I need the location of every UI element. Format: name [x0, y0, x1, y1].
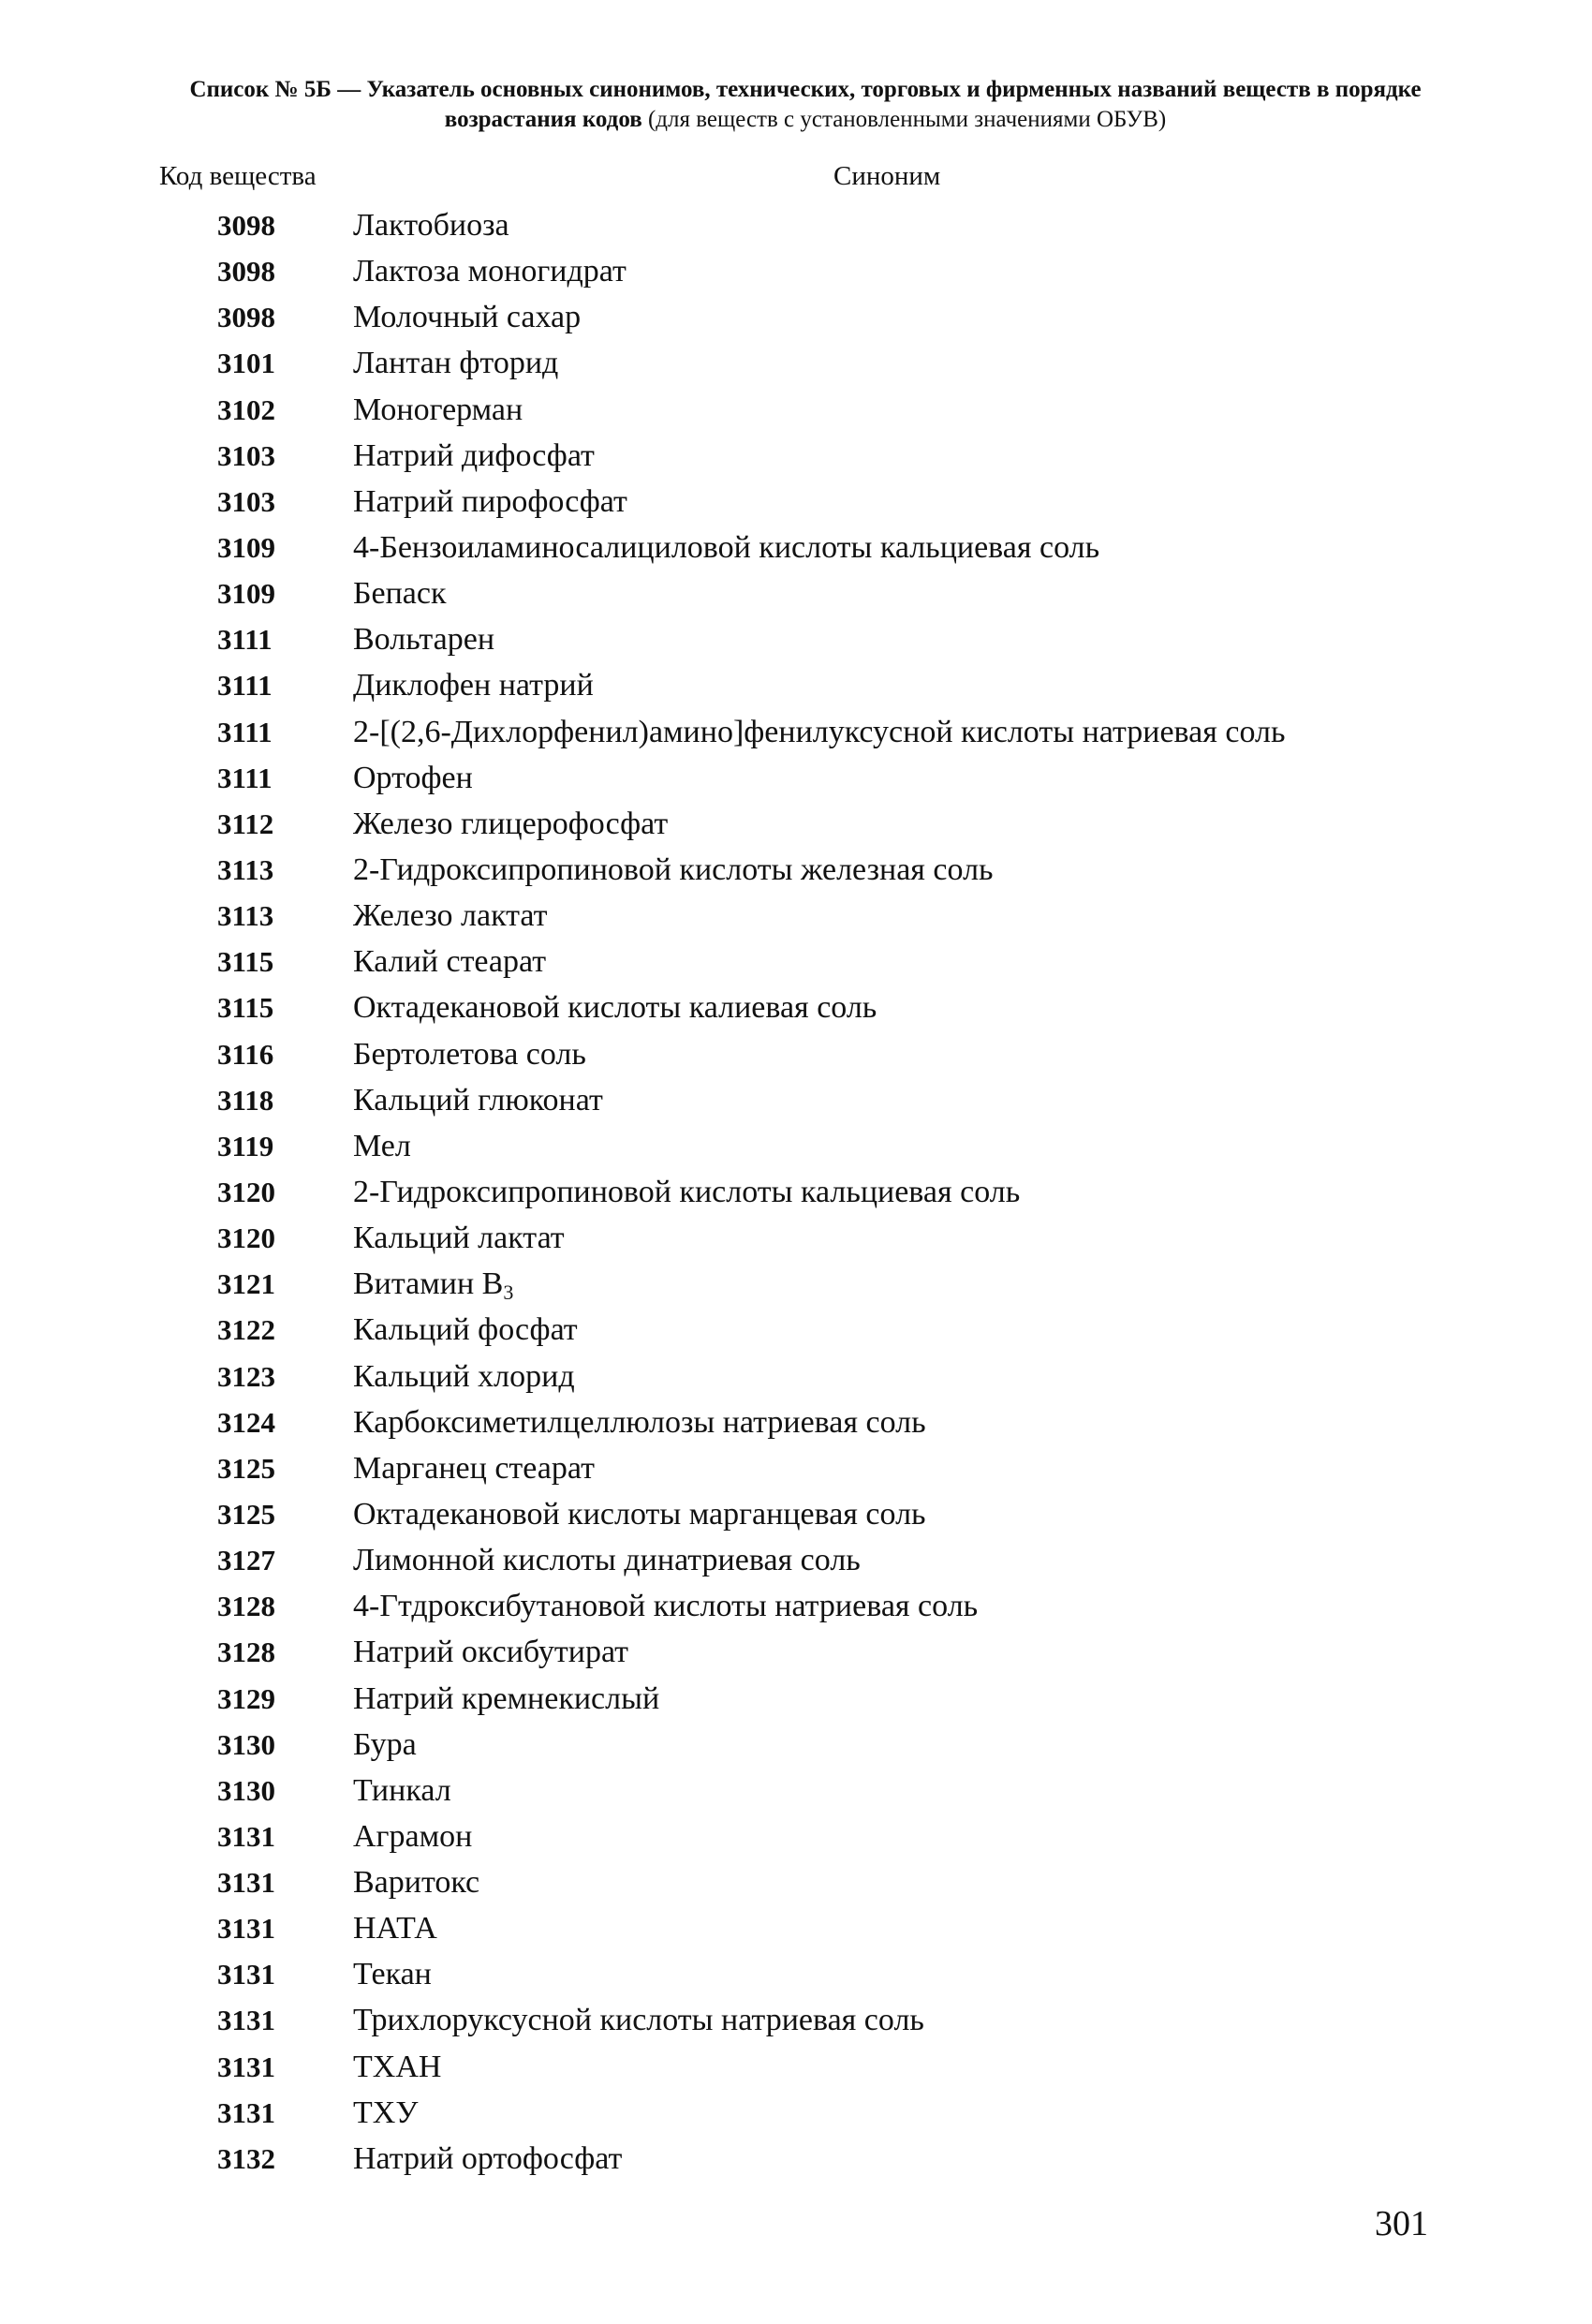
substance-synonym [353, 984, 877, 1030]
synonym-text: Октадекановой кислоты калиевая соль [353, 990, 877, 1026]
list-item [0, 248, 1592, 294]
synonym-text: Текан [353, 1957, 432, 1992]
substance-code: 3118 [217, 1083, 274, 1117]
substance-synonym [353, 1169, 1020, 1215]
synonym-text: Железо глицерофосфат [353, 806, 669, 841]
list-title-note: (для веществ с установленными значениями ОБУВ) [647, 107, 1167, 132]
substance-code: 3122 [217, 1313, 275, 1347]
substance-code: 3131 [217, 2050, 275, 2083]
synonym-text: ТХАН [353, 2049, 442, 2084]
synonym-text: Аграмон [353, 1818, 473, 1854]
synonym-text: Молочный сахар [353, 300, 582, 335]
synonym-text: Натрий пирофосфат [353, 483, 627, 519]
substance-synonym [353, 1629, 628, 1675]
synonym-text: Лантан фторид [353, 346, 559, 381]
substance-code: 3102 [217, 392, 275, 426]
synonym-text: Натрий дифосфат [353, 437, 595, 473]
synonym-text: 2-Гидроксипропиновой кислоты кальциевая соль [353, 1174, 1021, 1209]
substance-synonym [353, 202, 509, 248]
substance-code: 3098 [217, 209, 275, 242]
substance-synonym [353, 893, 548, 939]
list-item [0, 1629, 1592, 1675]
substance-code: 3130 [217, 1727, 275, 1761]
substance-code: 3103 [217, 484, 275, 518]
synonym-text: Кальций глюконат [353, 1082, 603, 1118]
list-item [0, 1169, 1592, 1215]
synonym-text: Ортофен [353, 760, 473, 795]
list-item [0, 984, 1592, 1030]
substance-synonym [353, 1905, 437, 1951]
list-item [0, 1859, 1592, 1905]
substance-synonym [353, 1813, 472, 1859]
substance-synonym [353, 1583, 978, 1629]
list-item [0, 1399, 1592, 1445]
substance-code: 3131 [217, 1912, 275, 1946]
substance-synonym [353, 1354, 575, 1399]
substance-synonym [353, 387, 523, 433]
synonym-text: НАТА [353, 1911, 437, 1947]
list-title-bold: Список № 5Б — Указатель основных синонимов, технических, торговых и фирменных названий веществ в порядке возрастания кодов [189, 77, 1422, 132]
synonym-text: Марганец стеарат [353, 1450, 595, 1486]
substance-synonym [353, 433, 595, 479]
synonym-text: Лактоза моногидрат [353, 254, 626, 289]
column-header-synonym: Синоним [833, 161, 941, 191]
list-item [0, 1445, 1592, 1491]
substance-synonym [353, 1077, 603, 1123]
synonym-text: ТХУ [353, 2095, 419, 2130]
synonym-text: Натрий кремнекислый [353, 1680, 660, 1716]
substance-code: 3111 [217, 715, 273, 748]
synonym-text: Калий стеарат [353, 944, 547, 980]
synonym-text: Лактобиоза [353, 208, 509, 243]
synonym-text: Мел [353, 1128, 411, 1163]
list-item [0, 616, 1592, 662]
synonym-text: 2-Гидроксипропиновой кислоты железная соль [353, 851, 994, 887]
substance-synonym [353, 709, 1285, 755]
list-item [0, 479, 1592, 525]
substance-synonym [353, 1399, 926, 1445]
list-item [0, 1537, 1592, 1583]
substance-synonym [353, 1031, 586, 1077]
substance-code: 3128 [217, 1590, 275, 1623]
list-item [0, 1354, 1592, 1399]
substance-code: 3125 [217, 1497, 275, 1531]
substance-code: 3124 [217, 1405, 275, 1439]
substance-synonym [353, 1123, 411, 1169]
list-item [0, 662, 1592, 708]
list-item [0, 1768, 1592, 1813]
substance-code: 3115 [217, 991, 274, 1025]
substance-code: 3103 [217, 438, 275, 472]
substance-synonym [353, 2044, 441, 2090]
page-number: 301 [1375, 2204, 1428, 2243]
synonym-text: Лимонной кислоты динатриевая соль [353, 1543, 861, 1578]
substance-synonym [353, 525, 1099, 570]
substance-code: 3132 [217, 2141, 275, 2175]
synonym-text: 4-Гтдроксибутановой кислоты натриевая соль [353, 1589, 979, 1624]
list-item [0, 1491, 1592, 1537]
list-title [131, 75, 1480, 135]
list-item [0, 1123, 1592, 1169]
substance-code: 3098 [217, 255, 275, 289]
synonym-text: Натрий ортофосфат [353, 2140, 623, 2176]
list-item [0, 1031, 1592, 1077]
list-item [0, 1261, 1592, 1307]
synonym-text: Бертолетова соль [353, 1036, 586, 1072]
substance-code: 3111 [217, 761, 273, 794]
substance-synonym [353, 1491, 926, 1537]
substance-synonym [353, 1951, 432, 1997]
substance-synonym [353, 248, 626, 294]
substance-code: 3109 [217, 530, 275, 564]
substance-code: 3127 [217, 1544, 275, 1577]
synonym-text: Кальций фосфат [353, 1312, 578, 1348]
synonym-text: Диклофен натрий [353, 668, 594, 703]
substance-synonym [353, 1768, 451, 1813]
synonym-text: Моногерман [353, 392, 523, 427]
synonym-text: Вольтарен [353, 622, 495, 658]
substance-synonym [353, 662, 594, 708]
substance-synonym [353, 616, 494, 662]
substance-code: 3120 [217, 1175, 275, 1208]
synonym-text: Натрий оксибутират [353, 1635, 629, 1670]
list-item [0, 2136, 1592, 2182]
substance-synonym [353, 2090, 418, 2136]
synonym-text: Бепаск [353, 576, 447, 612]
substance-code: 3098 [217, 301, 275, 334]
synonym-subscript: 3 [503, 1280, 514, 1305]
substance-synonym [353, 1261, 513, 1307]
list-item [0, 709, 1592, 755]
substance-code: 3119 [217, 1129, 274, 1162]
list-item [0, 1583, 1592, 1629]
substance-code: 3131 [217, 1819, 275, 1853]
list-item [0, 893, 1592, 939]
substance-synonym [353, 1215, 565, 1261]
substance-code: 3109 [217, 577, 275, 611]
list-item [0, 939, 1592, 984]
synonym-text: Карбоксиметилцеллюлозы натриевая соль [353, 1404, 926, 1440]
list-item [0, 202, 1592, 248]
synonym-text: Железо лактат [353, 898, 548, 934]
substance-code: 3123 [217, 1359, 275, 1393]
list-item [0, 847, 1592, 893]
substance-code: 3112 [217, 807, 274, 840]
list-item [0, 1307, 1592, 1353]
substance-synonym [353, 1722, 417, 1768]
synonym-text: Варитокс [353, 1865, 480, 1901]
synonym-text: Бура [353, 1726, 417, 1762]
substance-synonym [353, 939, 546, 984]
list-item [0, 1813, 1592, 1859]
synonym-text: Кальций лактат [353, 1221, 565, 1256]
substance-synonym [353, 1997, 924, 2043]
substance-code: 3121 [217, 1267, 275, 1301]
substance-code: 3115 [217, 945, 274, 979]
list-item [0, 525, 1592, 570]
substance-synonym [353, 1676, 659, 1722]
synonym-list [0, 202, 1592, 2182]
substance-code: 3130 [217, 1773, 275, 1807]
substance-synonym [353, 1307, 578, 1353]
substance-synonym [353, 294, 581, 340]
substance-synonym [353, 1859, 479, 1905]
list-item [0, 1951, 1592, 1997]
list-item [0, 1676, 1592, 1722]
list-item [0, 1905, 1592, 1951]
substance-code: 3120 [217, 1221, 275, 1255]
substance-code: 3111 [217, 669, 273, 703]
list-item [0, 570, 1592, 616]
substance-synonym [353, 570, 447, 616]
list-item [0, 755, 1592, 801]
substance-code: 3101 [217, 347, 275, 380]
substance-code: 3125 [217, 1451, 275, 1485]
substance-code: 3131 [217, 2004, 275, 2037]
synonym-text: Октадекановой кислоты марганцевая соль [353, 1496, 926, 1532]
list-item [0, 1722, 1592, 1768]
list-item [0, 433, 1592, 479]
substance-code: 3113 [217, 852, 274, 886]
list-item [0, 2044, 1592, 2090]
substance-synonym [353, 755, 473, 801]
synonym-text: 4-Бензоиламиносалициловой кислоты кальциевая соль [353, 529, 1100, 565]
synonym-text: Трихлоруксусной кислоты натриевая соль [353, 2003, 924, 2038]
substance-synonym [353, 479, 627, 525]
list-item [0, 2090, 1592, 2136]
list-item [0, 1077, 1592, 1123]
substance-code: 3131 [217, 1866, 275, 1900]
synonym-text: 2-[(2,6-Дихлорфенил)амино]фенилуксусной кислоты натриевая соль [353, 714, 1286, 749]
substance-synonym [353, 2136, 622, 2182]
substance-code: 3113 [217, 899, 274, 933]
synonym-text: Тинкал [353, 1772, 451, 1808]
substance-synonym [353, 340, 558, 386]
substance-synonym [353, 1445, 595, 1491]
list-item [0, 340, 1592, 386]
list-item [0, 1997, 1592, 2043]
substance-code: 3116 [217, 1037, 274, 1071]
substance-code: 3131 [217, 1958, 275, 1991]
substance-synonym [353, 847, 994, 893]
list-item [0, 294, 1592, 340]
substance-code: 3128 [217, 1636, 275, 1669]
substance-code: 3131 [217, 2095, 275, 2129]
substance-code: 3129 [217, 1681, 275, 1715]
synonym-text: Витамин В [353, 1266, 504, 1302]
substance-code: 3111 [217, 623, 273, 657]
list-item [0, 801, 1592, 847]
list-item [0, 1215, 1592, 1261]
list-item [0, 387, 1592, 433]
synonym-text: Кальций хлорид [353, 1358, 575, 1394]
column-header-code: Код вещества [159, 161, 317, 191]
substance-synonym [353, 801, 668, 847]
substance-synonym [353, 1537, 861, 1583]
